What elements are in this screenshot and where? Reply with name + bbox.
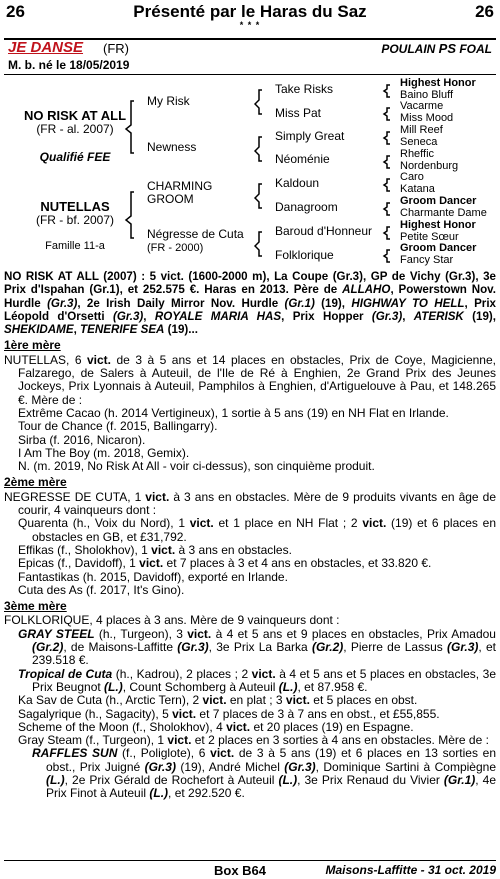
gen3-item: Kaldoun — [275, 176, 320, 190]
gen4-item: Charmante Dame — [400, 207, 487, 219]
third-dam-record: FOLKLORIQUE, 4 places à 3 ans. Mère de 9 vainqueurs dont : — [4, 613, 340, 628]
gen4-item: Rheffic — [400, 148, 435, 160]
produce-item: Ka Sav de Cuta (h., Arctic Tern), 2 vict. en plat ; 3 vict. et 5 places en obst. — [18, 693, 418, 708]
horse-sex: POULAIN PS FOAL — [381, 41, 492, 56]
gen4-item: Seneca — [400, 136, 438, 148]
produce-item: Scheme of the Moon (f., Sholokhov), 4 vict. et 20 places (19) en Espagne. — [18, 719, 414, 734]
gen3-item: Take Risks — [275, 82, 334, 96]
sire-record: NO RISK AT ALL (2007) : 5 vict. (1600-2000 m), La Coupe (Gr.3), GP de Vichy (Gr.3), 3e Prix d'Ispahan (Gr.1), et 252.575 €. Haras en 2013. Père de ALLAHO, Powerstown Nov. Hurdle (Gr.3), 2e Irish Daily Mirror Nov. Hurdle (Gr.1) (19), HIGHWAY TO HELL, Prix Léopold d'Orsetti (Gr.3), ROYALE MARIA HAS, Prix Hopper (Gr.3), ATERISK (19), SHEKIDAME, TENERIFE SEA (19)... — [4, 270, 497, 337]
box-number: Box B64 — [214, 863, 267, 878]
horse-country: (FR) — [103, 41, 129, 56]
horse-name: JE DANSE — [8, 39, 84, 56]
gen3-item: Baroud d'Honneur — [275, 224, 373, 238]
dam-info: (FR - bf. 2007) — [35, 213, 115, 227]
dam-name: NUTELLAS — [40, 199, 110, 214]
section-heading: 3ème mère — [4, 599, 67, 614]
section-heading: 1ère mère — [4, 338, 61, 353]
sire-info: (FR - al. 2007) — [36, 122, 114, 136]
lot-number-left: 26 — [6, 2, 25, 21]
gen4-item: Katana — [400, 183, 435, 195]
produce-item: Tour de Chance (f. 2015, Ballingarry). — [18, 419, 218, 434]
produce-item: Cuta des As (f. 2017, It's Gino). — [18, 582, 185, 597]
gen4-item: Groom Dancer — [400, 242, 477, 254]
produce-item: I Am The Boy (m. 2018, Gemix). — [18, 445, 190, 460]
produce-item: Extrême Cacao (h. 2014 Vertigineux), 1 sortie à 5 ans (19) en NH Flat en Irlande. — [18, 405, 449, 420]
gen4-item: Miss Mood — [400, 112, 454, 124]
gen4-item: Baino Bluff — [400, 89, 454, 101]
pedigree-brackets — [0, 0, 500, 270]
produce-item: Quarenta (h., Voix du Nord), 1 vict. et 1 place en NH Flat ; 2 vict. (19) et 6 places en obstacles en GB, et £31,792. — [18, 516, 496, 544]
produce-item: Effikas (f., Sholokhov), 1 vict. à 3 ans en obstacles. — [18, 542, 292, 557]
gen4-item: Fancy Star — [400, 254, 454, 266]
gen4-item: Caro — [400, 171, 424, 183]
dam-sire: CHARMING GROOM — [147, 179, 213, 206]
gen3-item: Néoménie — [275, 152, 330, 166]
lot-number-right: 26 — [475, 2, 494, 21]
produce-item: Gray Steam (f., Turgeon), 1 vict. et 2 places en 3 sorties à 4 ans en obstacles. Mère de : — [18, 733, 489, 748]
gen4-item: Highest Honor — [400, 219, 476, 231]
dam-dam: Négresse de Cuta — [147, 227, 244, 241]
page-footer — [4, 860, 496, 878]
dam-dam-info: (FR - 2000) — [147, 242, 204, 254]
sale-place-date: Maisons-Laffitte - 31 oct. 2019 — [325, 863, 496, 877]
produce-item: Sirba (f. 2016, Nicaron). — [18, 432, 146, 447]
gen3-item: Simply Great — [275, 129, 345, 143]
gen4-item: Nordenburg — [400, 160, 459, 172]
consignor-title: Présenté par le Haras du Saz — [133, 2, 367, 21]
produce-item: Epicas (f., Davidoff), 1 vict. et 7 places à 3 et 4 ans en obstacles, et 33.820 €. — [18, 556, 432, 571]
produce-item: Fantastikas (h. 2015, Davidoff), exporté en Irlande. — [18, 569, 288, 584]
dam-record: NUTELLAS, 6 vict. de 3 à 5 ans et 14 places en obstacles, Prix de Coye, Magicienne, Falzarego, de Salers à Auteuil, de l'Ile de Ré à Enghien, 2e Grand Prix des Jeunes Jockeys, Prix Lyonnais à Auteuil, Pamphilos à Enghien, d'Artiguelouve à Pau, et 148.265 €. Mère de : — [4, 352, 496, 407]
gen3-item: Folklorique — [275, 248, 334, 262]
produce-item: Sagalyrique (h., Sagacity), 5 vict. et 7 places de 3 à 7 ans en obst., et £55,855. — [18, 706, 440, 721]
produce-item: N. (m. 2019, No Risk At All - voir ci-dessus), son cinquième produit. — [18, 459, 375, 474]
gen3-item: Danagroom — [275, 200, 338, 214]
gen4-item: Groom Dancer — [400, 195, 477, 207]
sire-dam: Newness — [147, 140, 197, 154]
section-heading: 2ème mère — [4, 475, 67, 490]
sire-name: NO RISK AT ALL — [23, 108, 127, 123]
gen4-item: Vacarme — [400, 100, 444, 112]
gen4-item: Petite Sœur — [400, 231, 459, 243]
sire-paragraph — [4, 270, 496, 801]
produce-item: RAFFLES SUN (f., Poliglote), 6 vict. de 3 à 5 ans (19) et 6 places en 13 sorties en obst., Prix Juigné (Gr.3) (19), André Michel (Gr.3), Dominique Sartini à Compiègne (L.), 2e Prix Gérald de Rochefort à Auteuil (L.), 3e Prix Renaud du Vivier (Gr.1), 4e Prix Finot à Auteuil (L.), et 292.520 €. — [32, 746, 497, 801]
gen4-item: Highest Honor — [400, 77, 476, 89]
sire-note: Qualifié FEE — [39, 150, 111, 164]
gen4-item: Mill Reef — [400, 124, 443, 136]
gen3-item: Miss Pat — [275, 106, 322, 120]
sire-sire: My Risk — [147, 94, 190, 108]
produce-item: GRAY STEEL (h., Turgeon), 3 vict. à 4 et 5 ans et 9 places en obstacles, Prix Amadou (Gr.2), de Maisons-Laffitte (Gr.3), 3e Prix La Barka (Gr.2), Pierre de Lassus (Gr.3), et 239.518 €. — [18, 626, 496, 668]
dam-family: Famille 11-a — [45, 240, 105, 252]
birth-info: M. b. né le 18/05/2019 — [8, 58, 130, 72]
header-stars: * * * — [239, 20, 261, 30]
produce-item: Tropical de Cuta (h., Kadrou), 2 places ; 2 vict. à 4 et 5 ans et 5 places en obstacles, 3e Prix Beugnot (L.), Count Schomberg à Auteuil (L.), et 87.958 €. — [18, 666, 497, 694]
second-dam-record: NEGRESSE DE CUTA, 1 vict. à 3 ans en obstacles. Mère de 9 produits vivants en âge de courir, 4 vainqueurs dont : — [4, 489, 496, 518]
